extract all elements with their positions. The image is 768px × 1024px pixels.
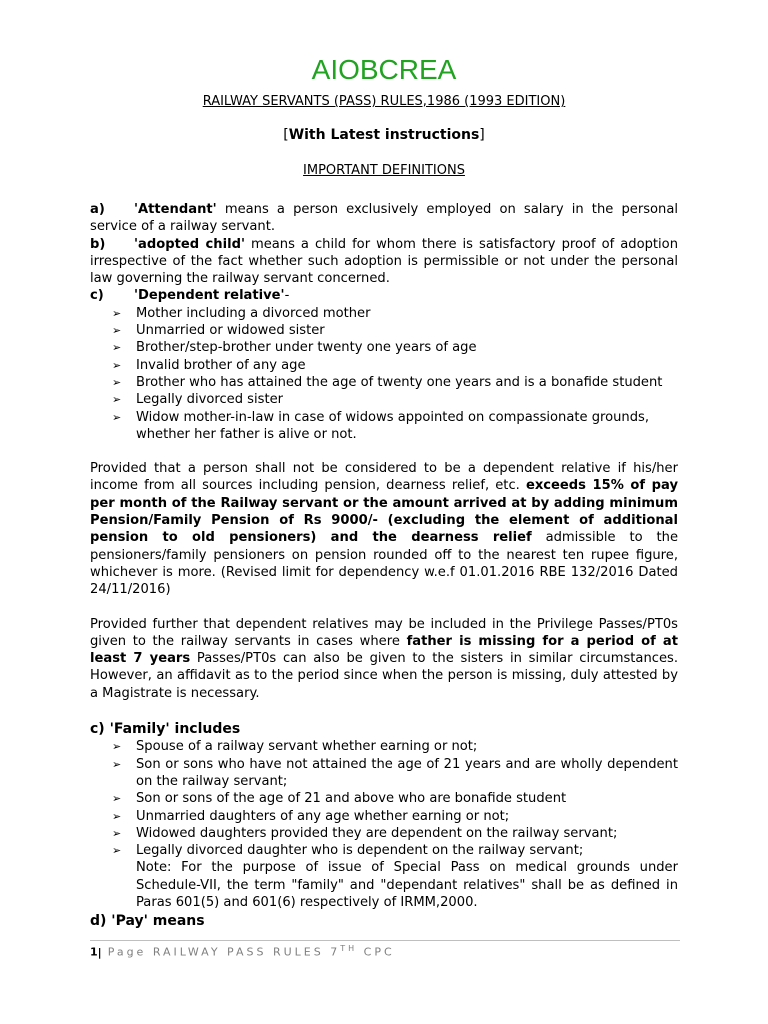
arrow-bullet-icon: ➢ <box>112 792 122 806</box>
proviso-text: Provided that a person shall not be considered to be a dependent relative if his/her income from all sources including pension, dearness relief, etc. <box>90 461 678 494</box>
list-item-text: Invalid brother of any age <box>136 357 306 373</box>
arrow-bullet-icon: ➢ <box>112 358 122 372</box>
subtitle-bracket-close: ] <box>479 127 485 143</box>
page-footer <box>90 944 395 959</box>
list-item <box>112 825 678 842</box>
definition-label: b) <box>90 236 106 252</box>
definition-label: a) <box>90 202 105 217</box>
list-item <box>112 842 678 911</box>
arrow-bullet-icon: ➢ <box>112 324 122 338</box>
org-title: AIOBCREA <box>311 54 457 85</box>
list-item-text: Spouse of a railway servant whether earning or not; <box>136 739 478 755</box>
definition-term: 'adopted child' <box>134 236 245 252</box>
footer-separator: | <box>97 945 102 959</box>
list-item <box>112 808 678 825</box>
arrow-bullet-icon: ➢ <box>112 757 122 771</box>
definition-text: means a person exclusively employed on salary in the personal service of a railway servant. <box>90 202 678 235</box>
family-note: Note: For the purpose of issue of Special Pass on medical grounds under Schedule-VII, the term "family" and "dependant relatives" shall be as defined in Paras 601(5) and 601(6) respectively of IRMM,2000. <box>136 860 678 910</box>
footer-suffix: CPC <box>357 945 395 959</box>
spacer <box>90 702 678 719</box>
spacer <box>90 599 678 616</box>
list-item <box>112 738 678 755</box>
proviso-text: admissible to the pensioners/family pensioners on pension rounded off to the nearest ten rupee figure, whichever is more. (Revised limit for dependency w.e.f 01.01.2016 RBE 132/2016 Dated 24/11/2016) <box>90 530 678 598</box>
arrow-bullet-icon: ➢ <box>112 410 122 424</box>
definition-text: means a child for whom there is satisfactory proof of adoption irrespective of the fact whether such adoption is permissible or not under the personal law governing the railway servant concerned. <box>90 236 678 287</box>
proviso-income-limit <box>90 460 678 598</box>
list-item-text: Unmarried or widowed sister <box>136 323 325 339</box>
list-item-text: Widowed daughters provided they are dependent on the railway servant; <box>136 825 618 841</box>
pay-heading: d) 'Pay' means <box>90 913 205 930</box>
definition-adopted-child <box>90 236 678 288</box>
definition-attendant <box>90 201 678 236</box>
proviso-text: Passes/PT0s can also be given to the sisters in similar circumstances. However, an affidavit as to the period since when the person is missing, duly attested by a Magistrate is necessary. <box>90 651 678 701</box>
proviso-bold-text: exceeds 15% of pay per month of the Railway servant or the amount arrived at by adding minimum Pension/Family Pension of Rs 9000/- (excluding the element of additional pension to old pensioners) and the dearness relief <box>90 478 678 546</box>
document-body <box>90 201 678 931</box>
arrow-bullet-icon: ➢ <box>112 375 122 389</box>
arrow-bullet-icon: ➢ <box>112 844 122 858</box>
subtitle-bracket-open: [ <box>283 127 289 143</box>
footer-divider <box>90 940 680 941</box>
list-item <box>112 790 678 807</box>
family-heading: c) 'Family' includes <box>90 721 241 738</box>
arrow-bullet-icon: ➢ <box>112 826 122 840</box>
subtitle <box>0 127 768 143</box>
list-item-text: Mother including a divorced mother <box>136 305 371 321</box>
list-item-text: Widow mother-in-law in case of widows appointed on compassionate grounds, whether her father is alive or not. <box>136 409 650 442</box>
definition-suffix: - <box>284 288 290 304</box>
rules-title: RAILWAY SERVANTS (PASS) RULES,1986 (1993 EDITION) <box>202 94 566 109</box>
list-item <box>112 374 678 391</box>
family-list <box>90 738 678 911</box>
proviso-text: Provided further that dependent relatives may be included in the Privilege Passes/PT0s given to the railway servants in cases where <box>90 616 678 649</box>
definition-term: 'Dependent relative' <box>134 288 285 304</box>
arrow-bullet-icon: ➢ <box>112 809 122 823</box>
arrow-bullet-icon: ➢ <box>112 341 122 355</box>
list-item-text: Legally divorced sister <box>136 392 284 408</box>
arrow-bullet-icon: ➢ <box>112 393 122 407</box>
list-item <box>112 339 678 356</box>
section-title: IMPORTANT DEFINITIONS <box>303 163 465 178</box>
list-item-text: Unmarried daughters of any age whether earning or not; <box>136 808 510 824</box>
list-item-text: Son or sons of the age of 21 and above who are bonafide student <box>136 791 567 807</box>
list-item-text: Son or sons who have not attained the age of 21 years and are wholly dependent on the railway servant; <box>136 756 678 789</box>
list-item <box>112 305 678 322</box>
list-item-text: Legally divorced daughter who is dependent on the railway servant; <box>136 843 584 859</box>
list-item <box>112 391 678 408</box>
list-item <box>112 357 678 374</box>
definition-label: c) <box>90 288 104 304</box>
proviso-bold-text: father is missing for a period of at least 7 years <box>90 633 678 667</box>
arrow-bullet-icon: ➢ <box>112 306 122 320</box>
list-item-text: Brother who has attained the age of twenty one years and is a bonafide student <box>136 374 663 390</box>
spacer <box>90 443 678 460</box>
definition-term: 'Attendant' <box>134 202 217 217</box>
arrow-bullet-icon: ➢ <box>112 740 122 754</box>
footer-superscript: TH <box>340 944 358 953</box>
list-item-text: Brother/step-brother under twenty one years of age <box>136 340 477 356</box>
list-item <box>112 756 678 791</box>
page-number: 1 <box>90 945 98 959</box>
list-item <box>112 409 678 444</box>
list-item <box>112 322 678 339</box>
dependent-list <box>90 305 678 443</box>
footer-text: Page RAILWAY PASS RULES 7 <box>107 945 341 959</box>
subtitle-text: With Latest instructions <box>288 127 480 143</box>
definition-dependent-relative <box>90 287 678 304</box>
proviso-missing-father <box>90 616 678 702</box>
